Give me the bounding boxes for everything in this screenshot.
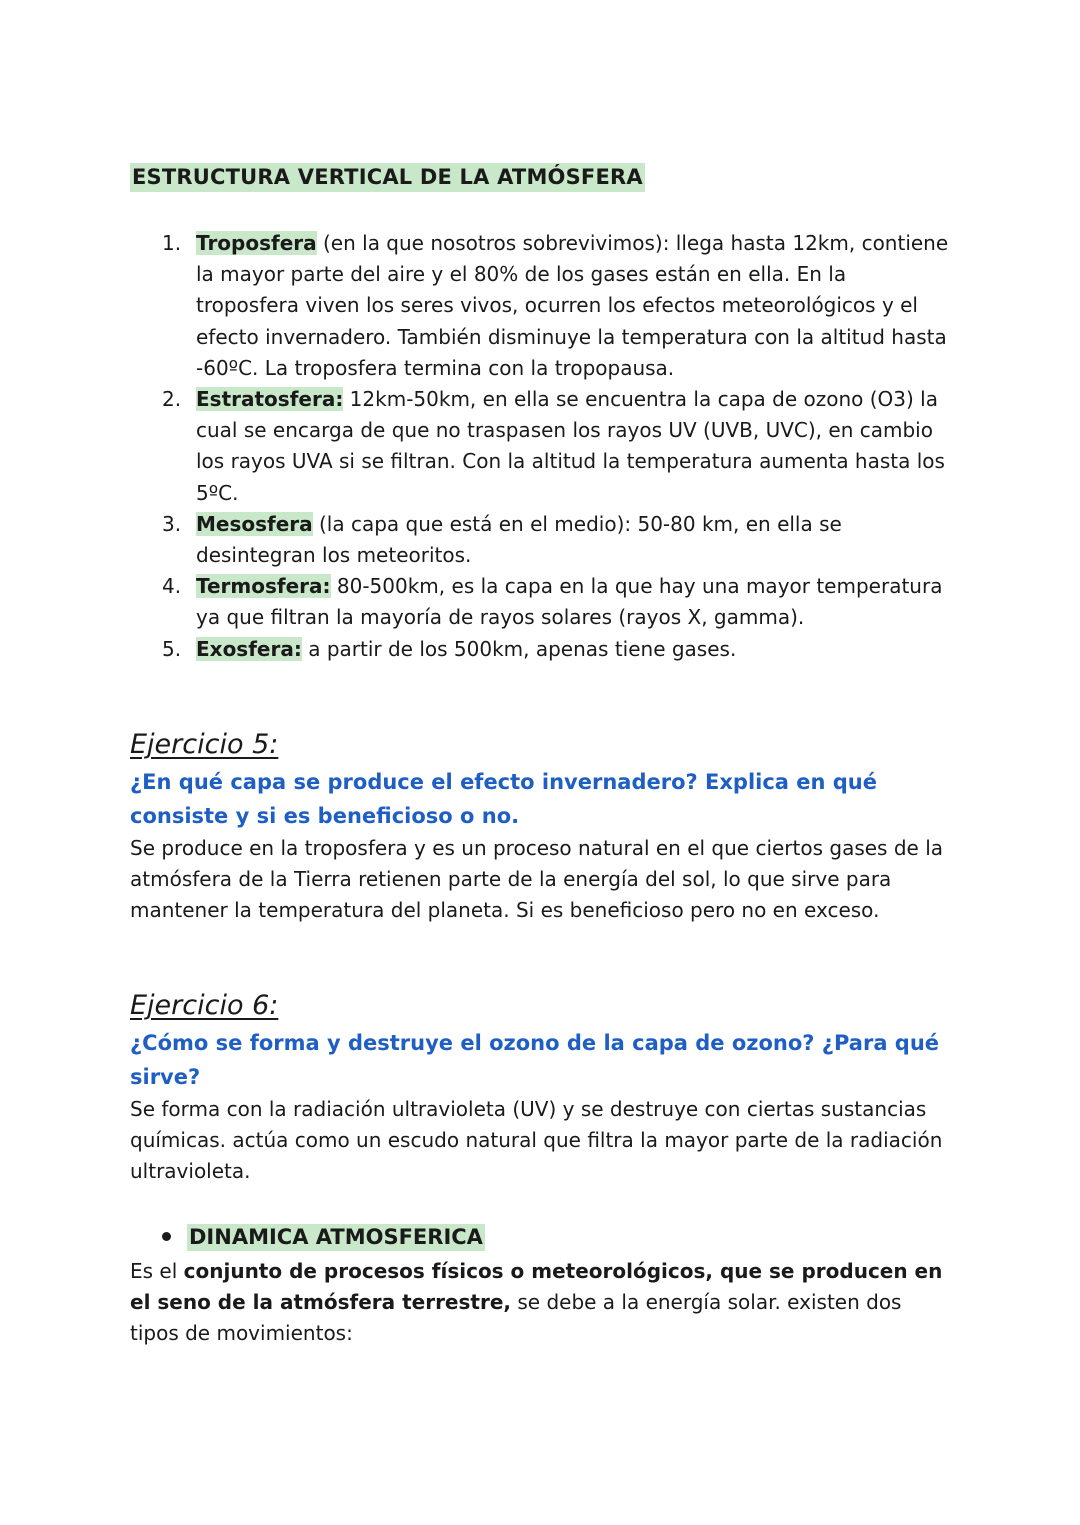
layers-list	[130, 228, 950, 665]
layer-description: (la capa que está en el medio): 50-80 km, en ella se desintegran los meteoritos.	[196, 511, 842, 568]
layer-name: Troposfera	[196, 231, 317, 255]
bullet-dot-icon	[162, 1232, 171, 1241]
layer-name: Termosfera:	[196, 574, 331, 599]
list-number: 2.	[162, 387, 182, 412]
structure-title-highlight: ESTRUCTURA VERTICAL DE LA ATMÓSFERA	[130, 163, 645, 192]
dynamics-intro-bold: conjunto de procesos físicos o meteorológicos, que se producen en el seno de la atmósfera terrestre,	[130, 1259, 943, 1315]
layer-description: 12km-50km, en ella se encuentra la capa de ozono (O3) la cual se encarga de que no traspasen los rayos UV (UVB, UVC), en cambio los rayos UVA si se filtran. Con la altitud la temperatura aumenta hasta los 5ºC.	[196, 387, 945, 505]
layer-description: 80-500km, es la capa en la que hay una mayor temperatura ya que filtran la mayoría de rayos solares (rayos X, gamma).	[196, 574, 943, 630]
dynamics-intro-end: se debe a la energía solar. existen dos tipos de movimientos:	[130, 1290, 902, 1346]
structure-title	[130, 160, 645, 194]
exercise-6-question: ¿Cómo se forma y destruye el ozono de la capa de ozono? ¿Para qué sirve?	[130, 1031, 940, 1089]
exercise-5-answer: Se produce en la troposfera y es un proceso natural en el que ciertos gases de la atmósfera de la Tierra retienen parte de la energía del sol, lo que sirve para mantener la temperatura del planeta. Si es beneficioso pero no en exceso.	[130, 836, 944, 923]
dynamics-paragraph	[130, 1256, 950, 1350]
list-number: 5.	[162, 636, 182, 661]
dynamics-intro-start: Es el	[130, 1259, 184, 1283]
exercise-5-question: ¿En qué capa se produce el efecto invernadero? Explica en qué consiste y si es beneficioso o no.	[130, 770, 877, 828]
dynamics-heading	[162, 1220, 485, 1254]
layer-name: Estratosfera:	[196, 387, 344, 412]
list-item-troposfera	[130, 228, 950, 384]
exercise-6-title: Ejercicio 6:	[130, 990, 279, 1021]
exercise-6-answer: Se forma con la radiación ultravioleta (UV) y se destruye con ciertas sustancias químicas. actúa como un escudo natural que filtra la mayor parte de la radiación ultravioleta.	[130, 1097, 943, 1184]
list-number: 4.	[162, 574, 182, 599]
list-item-mesosfera	[130, 509, 950, 571]
layer-description: a partir de los 500km, apenas tiene gases.	[301, 636, 737, 661]
exercise-5-title: Ejercicio 5:	[130, 729, 279, 760]
layer-name: Exosfera:	[196, 636, 302, 661]
list-item-estratosfera	[130, 384, 950, 509]
layer-description: (en la que nosotros sobrevivimos): llega hasta 12km, contiene la mayor parte del aire y el 80% de los gases están en ella. En la troposfera viven los seres vivos, ocurren los efectos meteorológicos y el efecto invernadero. También disminuye la temperatura con la altitud hasta -60ºC. La troposfera termina con la tropopausa.	[196, 231, 949, 380]
list-number: 3.	[162, 511, 182, 536]
dynamics-heading-text: DINAMICA ATMOSFERICA	[189, 1225, 483, 1249]
layer-name: Mesosfera	[196, 511, 313, 536]
list-item-exosfera	[130, 634, 950, 665]
list-item-termosfera	[130, 571, 950, 633]
list-number: 1.	[162, 231, 182, 255]
